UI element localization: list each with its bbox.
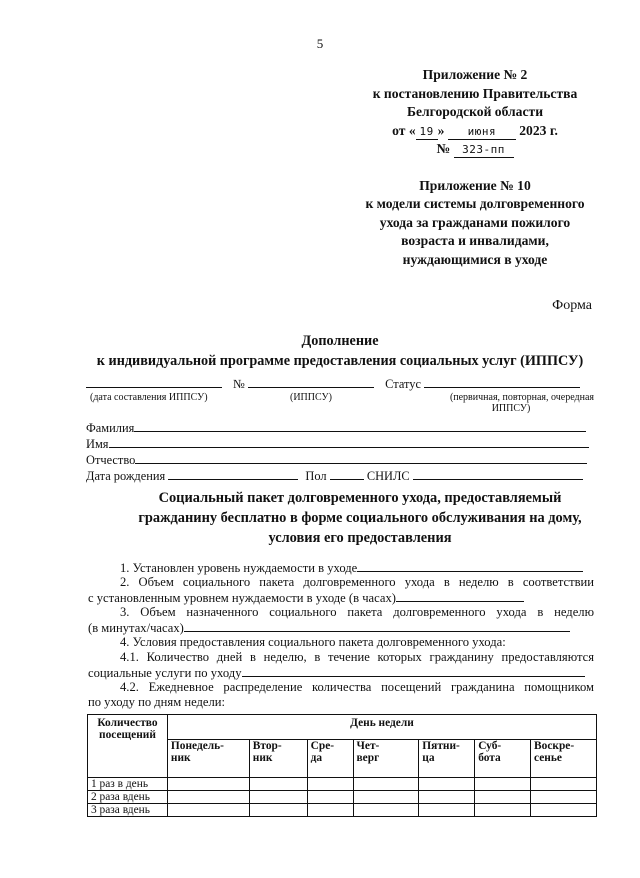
table-cell[interactable]	[353, 804, 419, 817]
appendix-10-line: ухода за гражданами пожилого	[379, 214, 571, 230]
caption-date: (дата составления ИППСУ)	[90, 392, 208, 403]
table-cell[interactable]	[249, 778, 307, 791]
caption-ippsu: (ИППСУ)	[290, 392, 332, 403]
table-row	[88, 778, 597, 791]
surname-field[interactable]	[134, 420, 586, 432]
meta-row: № Статус	[86, 376, 580, 392]
care-level-field[interactable]	[357, 560, 583, 572]
header-block	[330, 66, 620, 269]
snils-field[interactable]	[413, 468, 583, 480]
resolution-number: № 323-пп	[330, 140, 620, 159]
table-cell[interactable]	[353, 778, 419, 791]
section-title-line: гражданину бесплатно в форме социального обслуживания на дому,	[138, 510, 582, 526]
table-cell[interactable]	[531, 791, 597, 804]
header-day-of-week: День недели	[167, 715, 596, 740]
table-cell[interactable]	[249, 804, 307, 817]
date-day: 19	[416, 125, 438, 140]
table-cell[interactable]	[419, 778, 475, 791]
header-day: Сре- да	[307, 740, 353, 778]
document-title	[0, 331, 640, 371]
table-cell[interactable]	[475, 778, 531, 791]
table-cell[interactable]	[167, 778, 249, 791]
header-day: Пятни- ца	[419, 740, 475, 778]
table-cell[interactable]	[353, 791, 419, 804]
table-row	[88, 804, 597, 817]
appendix-10-line: нуждающимися в уходе	[402, 251, 548, 267]
header-day: Понедель- ник	[167, 740, 249, 778]
days-per-week-field[interactable]	[242, 665, 585, 677]
header-day: Чет- верг	[353, 740, 419, 778]
table-row	[88, 791, 597, 804]
row-label: 2 раза вдень	[88, 791, 168, 804]
section-title-line: условия его предоставления	[268, 530, 452, 546]
item-4-1-line2: социальные услуги по уходу	[88, 665, 585, 682]
region: Белгородской области	[406, 104, 544, 119]
item-2-line1: 2. Объем социального пакета долговременного ухода в неделю в соответствии	[120, 575, 594, 589]
table-cell[interactable]	[475, 791, 531, 804]
weekly-hours-field[interactable]	[396, 590, 524, 602]
table-cell[interactable]	[307, 778, 353, 791]
table-cell[interactable]	[419, 804, 475, 817]
form-label: Форма	[552, 298, 592, 313]
page-number: 5	[316, 36, 324, 51]
date-month: июня	[448, 125, 516, 140]
compile-date-field[interactable]	[86, 376, 222, 388]
surname-row: Фамилия	[86, 420, 586, 436]
document-title-line: к индивидуальной программе предоставления социальных услуг (ИППСУ)	[96, 353, 584, 369]
document-title-line: Дополнение	[301, 333, 379, 349]
birth-row: Дата рождения Пол СНИЛС	[86, 468, 583, 484]
birth-date-field[interactable]	[168, 468, 298, 480]
resolution-number-value: 323-пп	[454, 143, 514, 158]
date-year: 2023 г.	[519, 122, 558, 138]
row-label: 1 раз в день	[88, 778, 168, 791]
patronymic-row: Отчество	[86, 452, 587, 468]
header-day: Суб- бота	[475, 740, 531, 778]
table-cell[interactable]	[531, 804, 597, 817]
table-cell[interactable]	[307, 804, 353, 817]
table-cell[interactable]	[167, 791, 249, 804]
date-line: от « 19 » июня 2023 г.	[392, 122, 558, 138]
table-cell[interactable]	[307, 791, 353, 804]
section-title-line: Социальный пакет долговременного ухода, предоставляемый	[158, 490, 562, 506]
patronymic-field[interactable]	[135, 452, 587, 464]
item-2-line2: с установленным уровнем нуждаемости в уходе (в часах)	[88, 590, 524, 607]
header-day: Воскре- сенье	[531, 740, 597, 778]
row-label: 3 раза вдень	[88, 804, 168, 817]
appendix-10-title: Приложение № 10	[419, 177, 531, 193]
item-4: 4. Условия предоставления социального пакета долговременного ухода:	[120, 635, 506, 649]
name-field[interactable]	[109, 436, 589, 448]
visits-table	[87, 714, 597, 817]
table-cell[interactable]	[531, 778, 597, 791]
table-cell[interactable]	[167, 804, 249, 817]
caption-status: (первичная, повторная, очередная ИППСУ)	[449, 392, 594, 414]
to-resolution: к постановлению Правительства	[372, 85, 578, 101]
sex-field[interactable]	[330, 468, 364, 480]
table-cell[interactable]	[475, 804, 531, 817]
assigned-volume-field[interactable]	[184, 620, 570, 632]
section-title	[80, 488, 640, 548]
item-4-2-line1: 4.2. Ежедневное распределение количества посещений гражданина помощником	[120, 680, 594, 694]
table-cell[interactable]	[249, 791, 307, 804]
item-4-2-line2: по уходу по дням недели:	[88, 695, 226, 709]
item-3-line1: 3. Объем назначенного социального пакета долговременного ухода в неделю	[120, 605, 594, 619]
header-visits: Количество посещений	[88, 715, 168, 778]
status-field[interactable]	[424, 376, 580, 388]
appendix-10-line: к модели системы долговременного	[365, 196, 585, 211]
appendix-10-line: возраста и инвалидами,	[401, 233, 549, 248]
item-3-line2: (в минутах/часах)	[88, 620, 570, 637]
name-row: Имя	[86, 436, 589, 452]
item-1: 1. Установлен уровень нуждаемости в уходе	[120, 560, 583, 577]
appendix-2-title: Приложение № 2	[422, 67, 528, 82]
table-cell[interactable]	[419, 791, 475, 804]
header-day: Втор- ник	[249, 740, 307, 778]
item-4-1-line1: 4.1. Количество дней в неделю, в течение которых гражданину предоставляются	[120, 650, 594, 664]
ippsu-number-field[interactable]	[248, 376, 374, 388]
